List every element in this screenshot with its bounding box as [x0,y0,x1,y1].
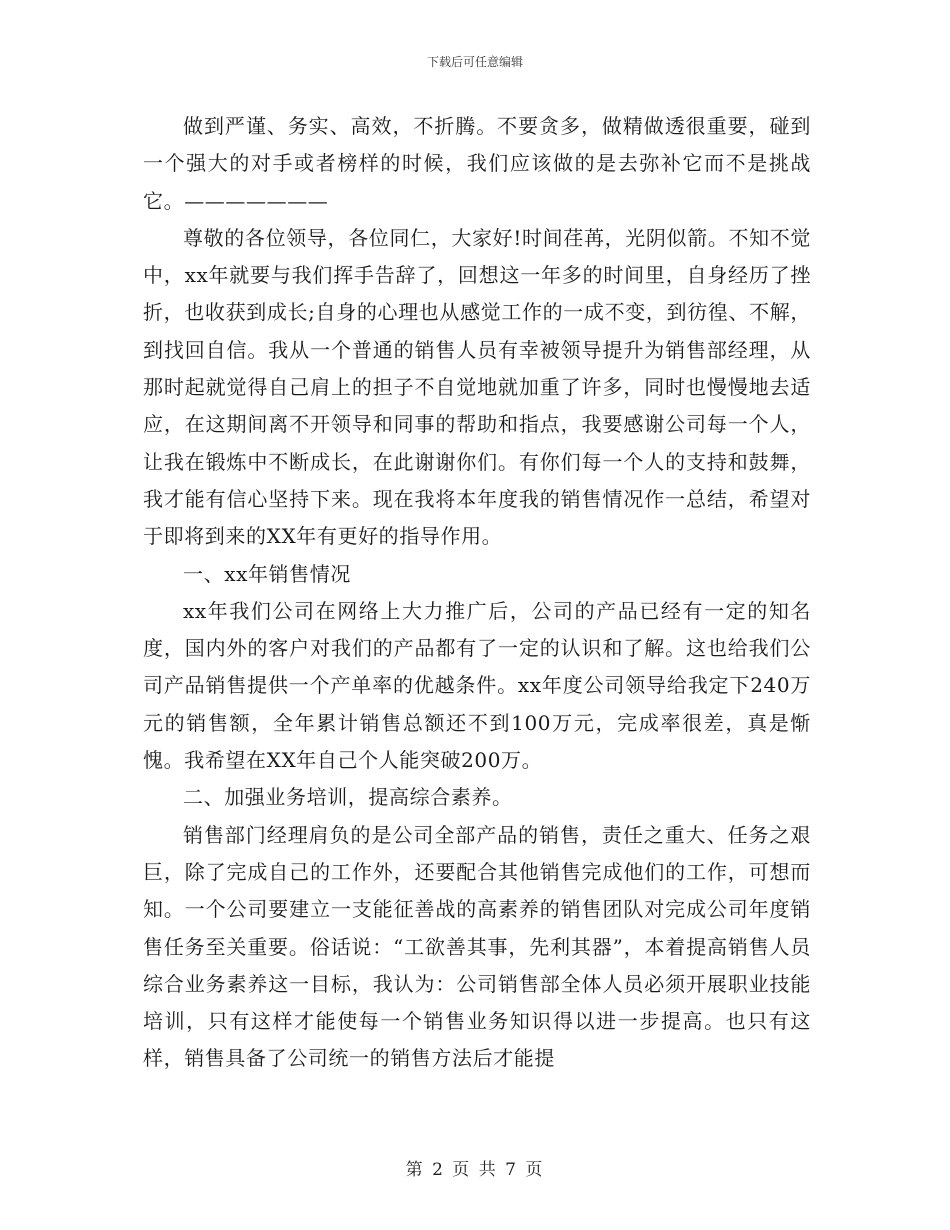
page-header: 下载后可任意编辑 [426,55,523,69]
paragraph: 销售部门经理肩负的是公司全部产品的销售，责任之重大、任务之艰巨，除了完成自己的工作外，还要配合其他销售完成他们的工作，可想而知。一个公司要建立一支能征善战的高素养的销售团队对完成公司年度销售任务至关重要。俗话说：“工欲善其事，先利其器”，本着提高销售人员综合业务素养这一目标，我认为：公司销售部全体人员必须开展职业技能培训，只有这样才能使每一个销售业务知识得以进一步提高。也只有这样，销售具备了公司统一的销售方法后才能提 [143,822,811,1071]
page-number: 第 2 页 共 7 页 [405,1160,545,1180]
paragraph: xx年我们公司在网络上大力推广后，公司的产品已经有一定的知名度，国内外的客户对我们的产品都有了一定的认识和了解。这也给我们公司产品销售提供一个产单率的优越条件。xx年度公司领导给我定下240万元的销售额，全年累计销售总额还不到100万元，完成率很差，真是惭愧。我希望在XX年自己个人能突破200万。 [143,598,811,773]
section-heading: 一、xx年销售情况 [183,561,351,586]
section-heading: 二、加强业务培训，提高综合素养。 [183,785,513,810]
document-body [143,108,811,1078]
paragraph: 做到严谨、务实、高效，不折腾。不要贪多，做精做透很重要，碰到一个强大的对手或者榜样的时候，我们应该做的是去弥补它而不是挑战它。——————— [143,114,811,213]
paragraph: 尊敬的各位领导，各位同仁，大家好!时间荏苒，光阴似箭。不知不觉中，xx年就要与我们挥手告辞了，回想这一年多的时间里，自身经历了挫折，也收获到成长;自身的心理也从感觉工作的一成不变，到彷徨、不解，到找回自信。我从一个普通的销售人员有幸被领导提升为销售部经理，从那时起就觉得自己肩上的担子不自觉地就加重了许多，同时也慢慢地去适应，在这期间离不开领导和同事的帮助和指点，我要感谢公司每一个人，让我在锻炼中不断成长，在此谢谢你们。有你们每一个人的支持和鼓舞，我才能有信心坚持下来。现在我将本年度我的销售情况作一总结，希望对于即将到来的XX年有更好的指导作用。 [143,225,811,549]
